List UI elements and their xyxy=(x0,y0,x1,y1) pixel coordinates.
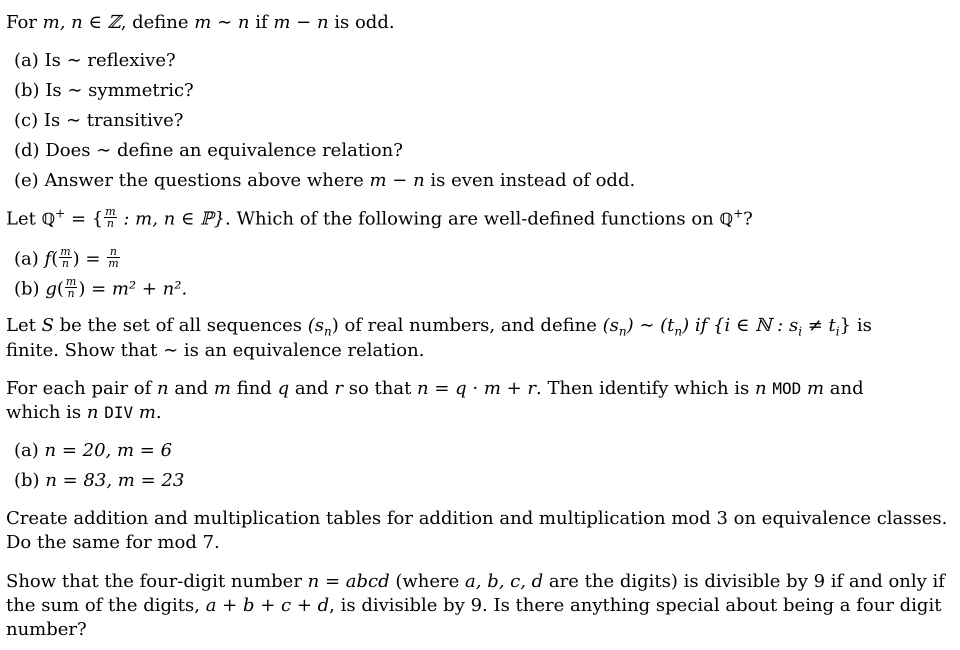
p3-line1: Let S be the set of all sequences $(s_n)$ of real numbers, and define $(s_n)$ ∼ $(t_n)$ if {i ∈ ℕ : $s_i \ne t_i$} is xyxy=(6,315,872,339)
p2-intro: Let ℚ+ = { $\frac{m}{n}$ : m, n ∈ ℙ}. Which of the following are well-defined functions on ℚ+? xyxy=(6,205,753,230)
p1-item-a: (a) Is ∼ reflexive? xyxy=(14,50,176,71)
p6-line2: the sum of the digits, a + b + c + d, is divisible by 9. Is there anything special about being a four digit xyxy=(6,595,942,616)
p5-line2: Do the same for mod 7. xyxy=(6,532,220,553)
p4-item-b: (b) n = 83, m = 23 xyxy=(14,470,185,491)
p2-fraction: $\frac{m}{n}$ xyxy=(105,205,116,230)
p1-item-d: (d) Does ∼ define an equivalence relation? xyxy=(14,140,403,161)
p6-line3: number? xyxy=(6,619,87,640)
p2-item-a: (a) f( $\frac{m}{n}$ ) = $\frac{n}{m}$ xyxy=(14,245,119,270)
p3-line2: finite. Show that ∼ is an equivalence relation. xyxy=(6,340,425,361)
p6-line1: Show that the four-digit number n = abcd (where a, b, c, d are the digits) is divisible by 9 if and only if xyxy=(6,571,945,592)
p4-item-a: (a) n = 20, m = 6 xyxy=(14,440,173,461)
p4-line1: For each pair of n and m find q and r so that n = q · m + r. Then identify which is n MOD m and xyxy=(6,378,864,399)
p4-line2: which is n DIV m. xyxy=(6,402,162,423)
p1-item-e: (e) Answer the questions above where m − n is even instead of odd. xyxy=(14,170,636,191)
p1-intro: For m, n ∈ ℤ, define m ∼ n if m − n is odd. xyxy=(6,12,395,33)
p2-item-b: (b) g( $\frac{m}{n}$ ) = m² + n². xyxy=(14,275,188,300)
p1-item-b: (b) Is ∼ symmetric? xyxy=(14,80,194,101)
p5-line1: Create addition and multiplication tables for addition and multiplication mod 3 on equivalence classes. xyxy=(6,508,948,529)
p1-item-c: (c) Is ∼ transitive? xyxy=(14,110,184,131)
